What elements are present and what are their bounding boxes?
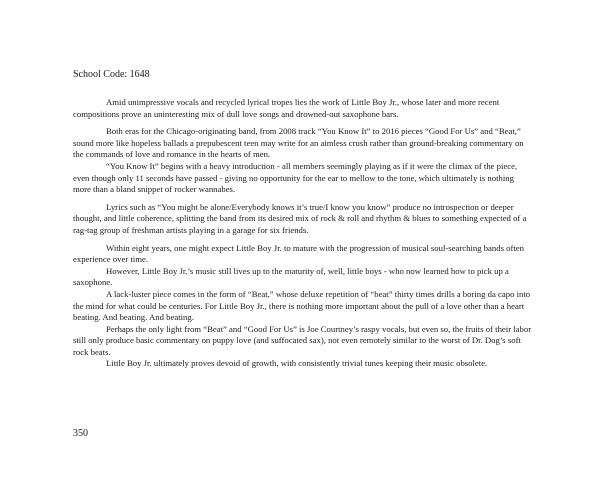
paragraph-8: Perhaps the only light from “Beat” and “Good For Us” is Joe Courtney’s raspy vocals, but even so, the fruits of their labor still only produce basic commentary on puppy love (and suffocated sax), not even remotely similar to the worst of Dr. Dog’s soft rock beats. (73, 323, 532, 357)
paragraph-2: Both eras for the Chicago-originating band, from 2008 track “You Know It” to 2016 pieces “Good For Us” and “Beat,” sound more like hopeless ballads a prepubescent teen may write for an aimless crush rather than ground-breaking commentary on the commands of love and romance in the hearts of men. (73, 126, 524, 160)
article-body (73, 97, 533, 370)
paragraph-9: Little Boy Jr. ultimately proves devoid of growth, with consistently trivial tunes keeping their music obsolete. (106, 358, 488, 369)
paragraph-7: A lack-luster piece comes in the form of “Beat,” whose deluxe repetition of “beat” thirty times drills a boring da capo into the mind for what could be centuries. For Little Boy Jr., there is nothing more important about the pull of a love other than a heart beating. And beating. And beating. (73, 288, 531, 323)
paragraph-4: Lyrics such as “You might be alone/Everybody knows it’s true/I know you know” produce no introspection or deeper thought, and little coherence, splitting the band from its desired mix of rock & roll and rhythm & blues to something expected of a rag-tag group of freshman artists playing in a garage for six friends. (73, 201, 527, 235)
paragraph-5: Within eight years, one might expect Little Boy Jr. to mature with the progression of musical soul-searching bands often experience over time. (73, 242, 525, 265)
paragraph-3: “You Know It” begins with a heavy introduction - all members seemingly playing as if it were the climax of the piece, even though only 11 seconds have passed - giving no opportunity for the ear to mellow to the tone, which ultimately is nothing more than a bland snippet of rocker wannabes. (73, 160, 518, 195)
paragraph-1: Amid unimpressive vocals and recycled lyrical tropes lies the work of Little Boy Jr., whose later and more recent compositions prove an uninteresting mix of dull love songs and drowned-out saxophone bars. (73, 97, 500, 119)
page-number: 350 (73, 428, 88, 439)
paragraph-6: However, Little Boy Jr.’s music still lives up to the maturity of, well, little boys - who now learned how to pick up a saxophone. (73, 265, 509, 288)
school-code: School Code: 1648 (73, 69, 150, 80)
